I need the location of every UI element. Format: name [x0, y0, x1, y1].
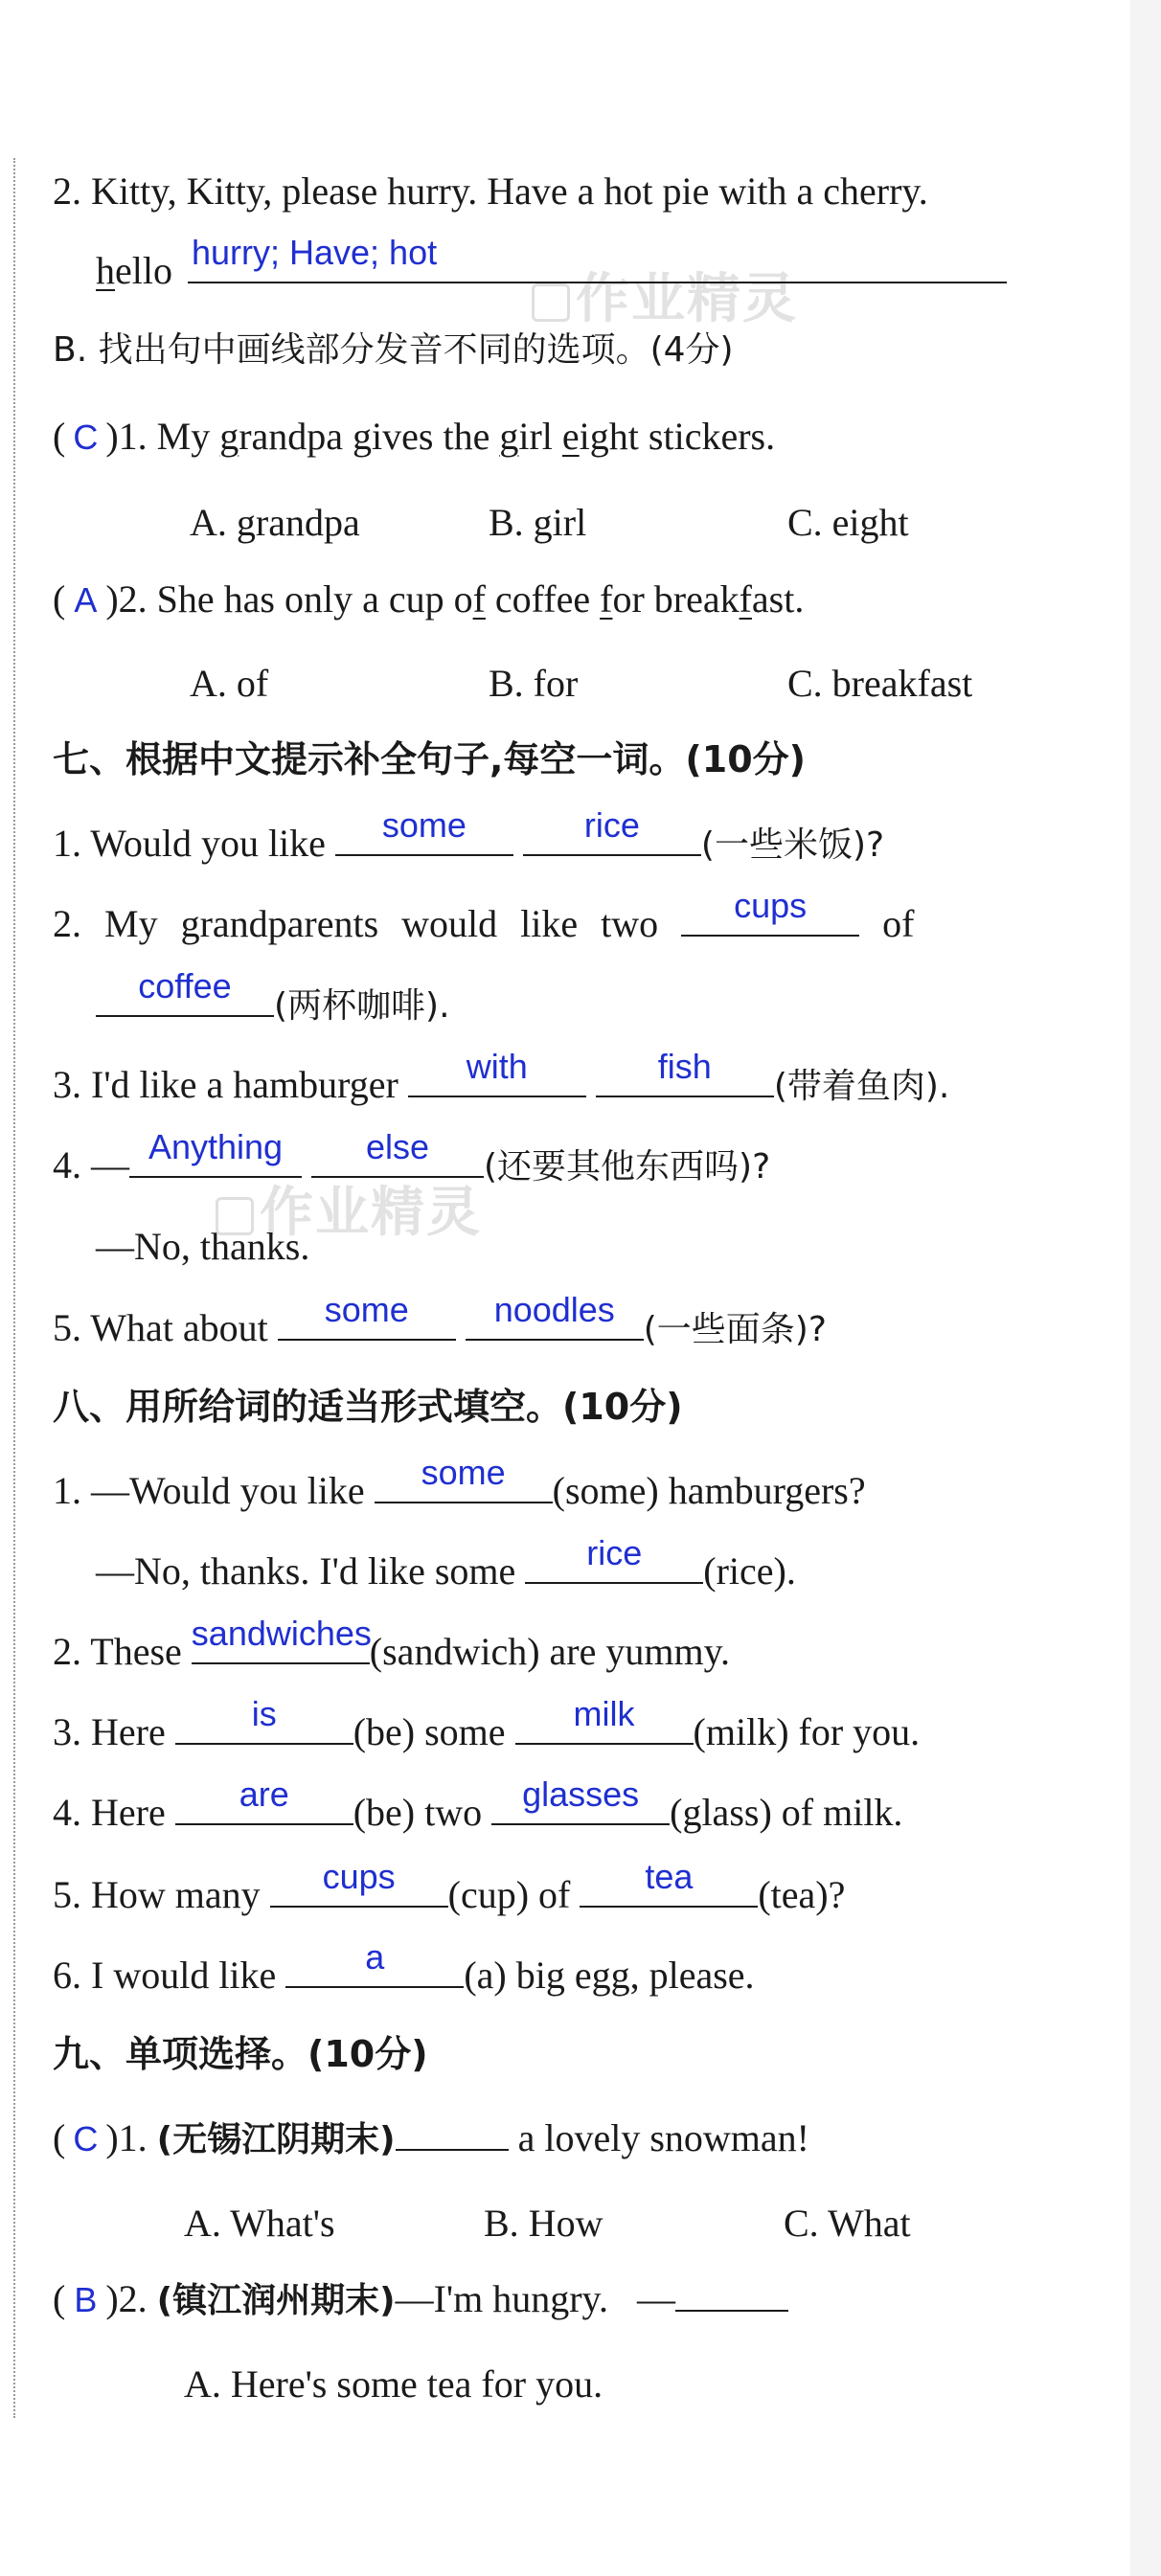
answer-blank[interactable]: tea: [580, 1875, 758, 1908]
answer-blank[interactable]: Anything: [129, 1145, 302, 1178]
answer-choice[interactable]: B: [74, 2280, 98, 2319]
answer-blank[interactable]: [396, 2118, 509, 2151]
answer-blank[interactable]: are: [175, 1793, 353, 1825]
partB-q2: ( A )2. She has only a cup of coffee for breakfast.: [53, 577, 805, 621]
option-b: B. girl: [489, 501, 587, 544]
option-c: C. eight: [787, 501, 909, 544]
option-b: B. How: [484, 2202, 603, 2245]
answer-choice[interactable]: A: [74, 580, 98, 620]
answer-choice[interactable]: C: [73, 418, 99, 457]
option-b: B. for: [489, 662, 579, 705]
answer-blank[interactable]: a: [285, 1955, 464, 1988]
option-c: C. breakfast: [787, 662, 973, 705]
answer-blank[interactable]: else: [311, 1145, 484, 1178]
answer-blank[interactable]: cups: [681, 904, 859, 937]
s8-q5: 5. How many cups (cup) of tea (tea)?: [53, 1857, 846, 1916]
option-c: C. What: [784, 2202, 911, 2245]
answer-blank[interactable]: [675, 2279, 788, 2312]
answer-blank[interactable]: some: [375, 1471, 553, 1503]
s7-q5: 5. What about some noodles (一些面条)?: [53, 1290, 827, 1349]
answer-blank[interactable]: coffee: [96, 984, 274, 1017]
s7-q4-reply: —No, thanks.: [96, 1225, 310, 1268]
option-a: A. What's: [184, 2202, 335, 2245]
answer-blank[interactable]: cups: [270, 1875, 448, 1908]
s8-q3: 3. Here is (be) some milk (milk) for you.: [53, 1694, 921, 1753]
s8-q1: 1. —Would you like some (some) hamburgers?: [53, 1453, 866, 1512]
s7-q3: 3. I'd like a hamburger with fish (带着鱼肉).: [53, 1047, 950, 1106]
s6-q2-text: 2. Kitty, Kitty, please hurry. Have a hot pie with a cherry.: [53, 169, 928, 213]
option-a: A. of: [190, 662, 269, 705]
watermark: 作业精灵: [216, 1170, 482, 1247]
s8-q6: 6. I would like a (a) big egg, please.: [53, 1937, 755, 1997]
option-a: A. Here's some tea for you.: [184, 2362, 603, 2406]
answer-blank[interactable]: milk: [515, 1712, 694, 1745]
s7-q2-cont: coffee (两杯咖啡).: [96, 984, 450, 1024]
s7-heading: 七、根据中文提示补全句子,每空一词。(10分): [53, 738, 807, 780]
s8-q4: 4. Here are (be) two glasses (glass) of milk.: [53, 1774, 903, 1834]
s7-q2: 2. My grandparents would like two cups of: [53, 886, 915, 945]
answer-blank[interactable]: glasses: [491, 1793, 670, 1825]
s6-q2-answer-line: hello hurry; Have; hot: [96, 251, 1007, 290]
s9-q2: ( B )2. (镇江润州期末)—I'm hungry. —: [53, 2279, 788, 2318]
option-a: A. grandpa: [190, 501, 360, 544]
answer-choice[interactable]: C: [73, 2119, 99, 2158]
s8-heading: 八、用所给词的适当形式填空。(10分): [53, 1386, 683, 1428]
answer-blank[interactable]: noodles: [466, 1308, 644, 1341]
partB-heading: B. 找出句中画线部分发音不同的选项。(4分): [53, 330, 734, 370]
binding-margin-line: [13, 158, 15, 2418]
s8-q2: 2. These sandwiches (sandwich) are yummy.: [53, 1614, 730, 1673]
partB-q1: ( C )1. My grandpa gives the girl eight stickers.: [53, 415, 776, 458]
watermark: 作业精灵: [532, 257, 798, 333]
answer-blank[interactable]: rice: [525, 1551, 703, 1584]
s7-q4: 4. — Anything else (还要其他东西吗)?: [53, 1127, 771, 1186]
s7-q1: 1. Would you like some rice (一些米饭)?: [53, 805, 885, 865]
answer-blank[interactable]: is: [175, 1712, 353, 1745]
answer-blank[interactable]: some: [278, 1308, 456, 1341]
answer-blank[interactable]: fish: [596, 1065, 774, 1097]
answer-blank[interactable]: hurry; Have; hot: [188, 251, 1007, 283]
s9-heading: 九、单项选择。(10分): [53, 2033, 428, 2075]
answer-blank[interactable]: rice: [523, 824, 701, 856]
s9-q1: ( C )1. (无锡江阴期末) a lovely snowman!: [53, 2116, 809, 2159]
answer-blank[interactable]: some: [335, 824, 513, 856]
answer-blank[interactable]: sandwiches: [192, 1632, 370, 1664]
answer-blank[interactable]: with: [408, 1065, 586, 1097]
s8-q1-reply: —No, thanks. I'd like some rice (rice).: [96, 1533, 796, 1593]
